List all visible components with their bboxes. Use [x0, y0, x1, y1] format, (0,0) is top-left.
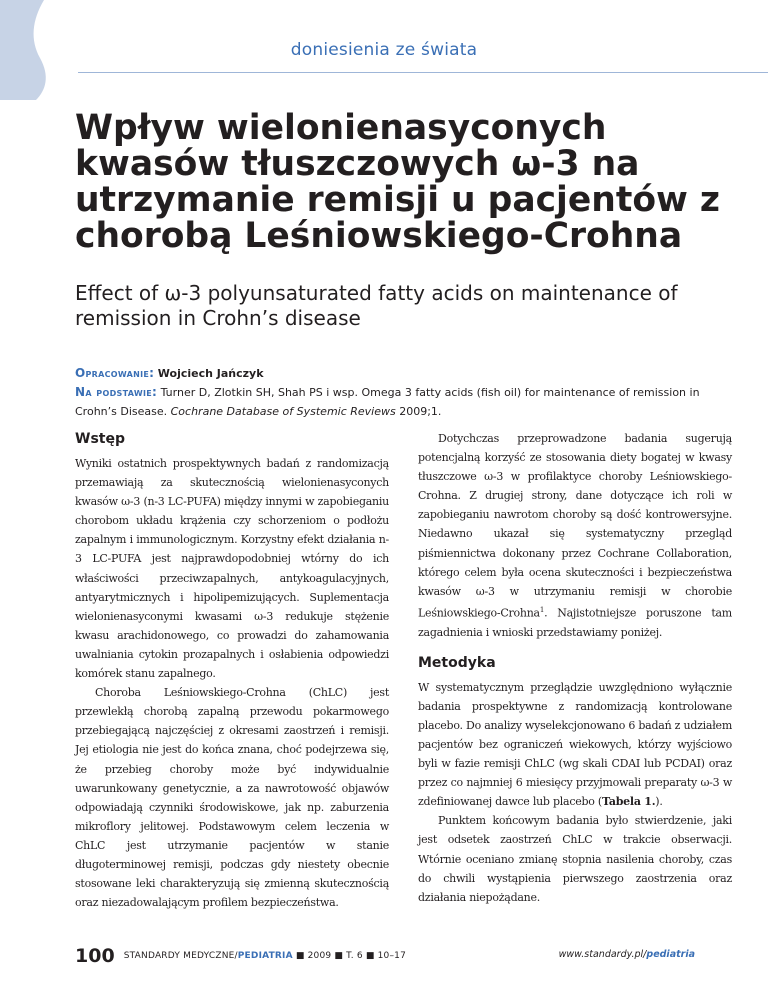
- section-heading-intro: Wstęp: [75, 431, 125, 447]
- journal-citation: [124, 951, 406, 961]
- credit-based-journal: Cochrane Database of Systemic Reviews: [170, 405, 396, 418]
- left-column: [75, 429, 389, 912]
- footer-url: [559, 949, 695, 960]
- journal-name: STANDARDY MEDYCZNE/: [123, 951, 238, 961]
- table-reference: Tabela 1.: [601, 795, 656, 809]
- intro-paragraph-3-tail: . Najistotniejsze poruszone tam zagadnienia i wnioski przedstawiamy poniżej.: [418, 606, 732, 639]
- credit-prepared-label: Opracowanie:: [75, 366, 155, 380]
- credit-based-text: Turner D, Zlotkin SH, Shah PS i wsp. Omega 3 fatty acids (fish oil) for maintenance of remission in Crohn’s Disease.: [75, 386, 700, 418]
- methods-paragraph-2: Punktem końcowym badania było stwierdzenie, jaki jest odsetek zaostrzeń ChLC w trakcie obserwacji. Wtórnie oceniano zmianę stopnia nasilenia choroby, czas do chwili wystąpienia pierwszego zaostrzenia oraz działania niepożądane.: [418, 814, 732, 904]
- intro-paragraph-3: [418, 429, 732, 642]
- article-title: Wpływ wielonienasyconych kwasów tłuszczowych ω-3 na utrzymanie remisji u pacjentów z chorobą Leśniowskiego-Crohna: [75, 108, 720, 256]
- article-credits: [75, 364, 725, 421]
- page-number: 100: [75, 945, 115, 967]
- credit-based-year: 2009;1.: [395, 405, 442, 418]
- section-divider: [78, 72, 768, 73]
- section-heading-methods: Metodyka: [418, 654, 496, 671]
- credit-prepared: [75, 364, 725, 383]
- footer-journal: [75, 945, 406, 967]
- section-label: doniesienia ze świata: [290, 40, 478, 60]
- credit-based-on: [75, 383, 725, 421]
- reference-marker: 1: [539, 605, 545, 614]
- footer-url-domain: www.standardy.pl/: [558, 949, 647, 960]
- methods-paragraph-1-tail: ).: [655, 795, 663, 809]
- intro-paragraph-1: Wyniki ostatnich prospektywnych badań z randomizacją przemawiają za skutecznością wielonienasyconych kwasów ω-3 (n-3 LC-PUFA) między innymi w zapobieganiu chorobom układu krążenia czy schorzeniom o podłożu zapalnym i immunologicznym. Korzystny efekt działania n-3 LC-PUFA jest najprawdopodobniej wtórny do ich właściwości przeciwzapalnych, antykoagulacyjnych, antyarytmicznych i hipolipemizujących. Suplementacja wielonienasyconymi kwasami ω-3 redukuje stężenie kwasu arachidonowego, co prowadzi do zahamowania uwalniania cytokin prozapalnych i osłabienia odpowiedzi komórek stanu zapalnego.: [75, 457, 389, 681]
- methods-paragraph-1: [418, 678, 732, 812]
- right-column: [418, 429, 732, 907]
- credit-prepared-author: Wojciech Jańczyk: [157, 367, 264, 380]
- article-subtitle: Effect of ω-3 polyunsaturated fatty acids on maintenance of remission in Crohn’s disease: [75, 281, 678, 330]
- methods-paragraph-1-text: W systematycznym przeglądzie uwzględniono wyłącznie badania prospektywne z randomizacją kontrolowane placebo. Do analizy wyselekcjonowano 6 badań z udziałem pacjentów bez ograniczeń wiekowych, którzy wyjściowo byli w fazie remisji ChLC (wg skali CDAI lub PCDAI) oraz przez co najmniej 6 miesięcy przyjmowali preparaty ω-3 w zdefiniowanej dawce lub placebo (: [418, 680, 732, 809]
- footer-url-section: pediatria: [646, 949, 695, 960]
- journal-volume: ■ 2009 ■ T. 6 ■ 10–17: [292, 951, 407, 961]
- intro-paragraph-2: Choroba Leśniowskiego-Crohna (ChLC) jest przewlekłą chorobą zapalną przewodu pokarmowego przebiegającą najczęściej z okresami zaostrzeń i remisji. Jej etiologia nie jest do końca znana, choć podejrzewa się, że przebieg choroby może być indywidualnie uwarunkowany genetycznie, a za nawrotowość objawów odpowiadają czynniki środowiskowe, jak np. zaburzenia mikroflory jelitowej. Podstawowym celem leczenia w ChLC jest utrzymanie pacjentów w stanie długoterminowej remisji, podczas gdy niestety obecnie stosowane leki charakteryzują się zmienną skutecznością oraz niezadowalającym profilem bezpieczeństwa.: [75, 686, 389, 910]
- credit-based-label: Na podstawie:: [75, 385, 158, 399]
- intro-paragraph-3-text: Dotychczas przeprowadzone badania sugerują potencjalną korzyść ze stosowania diety bogatej w kwasy tłuszczowe ω-3 w profilaktyce choroby Leśniowskiego-Crohna. Z drugiej strony, dane dotyczące ich roli w zapobieganiu nawrotom choroby są dość kontrowersyjne. Niedawno ukazał się systematyczny przegląd piśmiennictwa dokonany przez Cochrane Collaboration, którego celem była ocena skuteczności i bezpieczeństwa kwasów ω-3 w utrzymaniu remisji w chorobie Leśniowskiego-Crohna: [418, 432, 732, 620]
- journal-section: PEDIATRIA: [237, 951, 293, 961]
